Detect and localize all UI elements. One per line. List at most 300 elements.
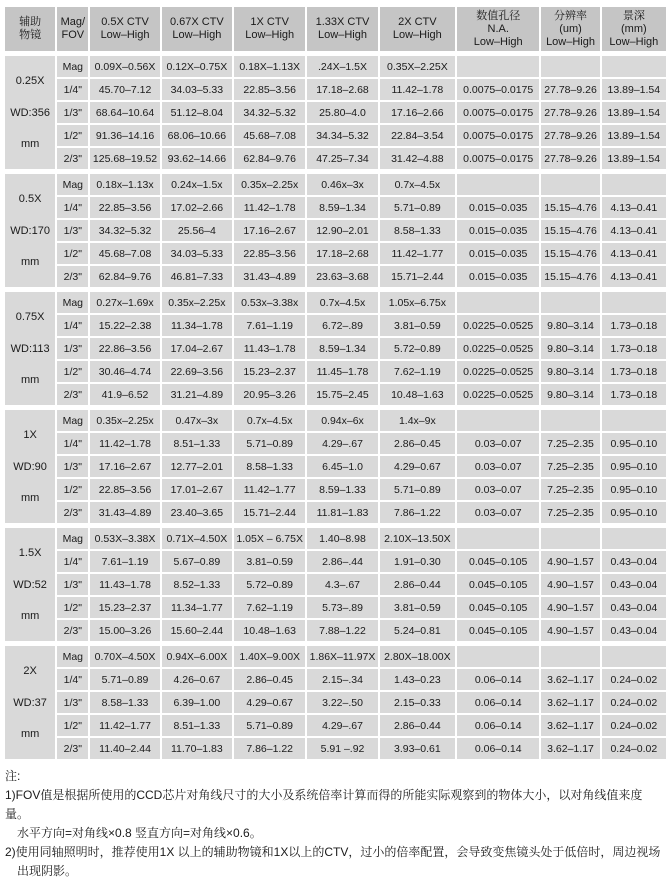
value-cell: 9.80–3.14 (541, 361, 599, 382)
value-cell (541, 56, 599, 77)
row-label: 1/4" (57, 433, 88, 454)
value-cell: 5.71–0.89 (380, 479, 455, 500)
objective-label-line: WD:170 (10, 224, 50, 237)
note-lines (5, 786, 666, 881)
objective-label (5, 646, 55, 759)
value-cell: 34.32–5.32 (90, 220, 159, 241)
value-cell: 4.29–.67 (307, 433, 377, 454)
value-cell: 0.18x–1.13x (90, 174, 159, 195)
value-cell: 1.40–8.98 (307, 528, 377, 549)
objective-label (5, 174, 55, 287)
value-cell: 25.80–4.0 (307, 102, 377, 123)
value-cell: 0.35X–2.25X (380, 56, 455, 77)
table-row (5, 174, 666, 195)
objective-label-line: mm (20, 137, 40, 150)
value-cell: 17.16–2.66 (380, 102, 455, 123)
value-cell: 23.40–3.65 (162, 502, 232, 523)
value-cell: 5.91 –.92 (307, 738, 377, 759)
value-cell: 0.06–0.14 (457, 738, 539, 759)
column-header-na (457, 7, 539, 51)
value-cell: 0.43–0.04 (602, 620, 666, 641)
value-cell: 13.89–1.54 (602, 102, 666, 123)
table-row (5, 410, 666, 431)
column-header-line: 物镜 (19, 29, 42, 41)
table-row (5, 433, 666, 454)
group-gap-cell (5, 171, 666, 172)
row-label: Mag (57, 174, 88, 195)
value-cell (457, 292, 539, 313)
column-header-line: 景深 (622, 9, 645, 22)
value-cell: 10.48–1.63 (380, 384, 455, 405)
row-label: 2/3" (57, 620, 88, 641)
column-header-line: FOV (61, 29, 85, 41)
row-label: 1/3" (57, 574, 88, 595)
value-cell: 15.23–2.37 (234, 361, 305, 382)
row-label: 1/2" (57, 243, 88, 264)
column-header-ctv-0-5x (90, 7, 159, 51)
value-cell: 5.72–0.89 (380, 338, 455, 359)
value-cell: 0.0075–0.0175 (457, 125, 539, 146)
value-cell: 0.045–0.105 (457, 620, 539, 641)
value-cell: 15.60–2.44 (162, 620, 232, 641)
column-header-line: 数值孔径 (476, 9, 521, 22)
column-header-resolution (541, 7, 599, 51)
value-cell: 22.85–3.56 (234, 243, 305, 264)
value-cell: 8.58–1.33 (234, 456, 305, 477)
column-header-ctv-1x (234, 7, 305, 51)
value-cell: 5.24–0.81 (380, 620, 455, 641)
value-cell: 7.86–1.22 (234, 738, 305, 759)
value-cell: 4.90–1.57 (541, 574, 599, 595)
value-cell: 2.86–0.45 (234, 669, 305, 690)
value-cell: 2.80X–18.00X (380, 646, 455, 667)
row-label: 1/4" (57, 315, 88, 336)
row-label: 1/4" (57, 669, 88, 690)
objective-label-line: mm (20, 727, 40, 740)
table-row (5, 479, 666, 500)
value-cell: 0.06–0.14 (457, 715, 539, 736)
table-row (5, 669, 666, 690)
objective-group-0.5X (5, 171, 666, 287)
column-header-line: Low–High (392, 29, 442, 41)
value-cell: 0.0225–0.0525 (457, 384, 539, 405)
objective-group-0.25X (5, 53, 666, 169)
value-cell: 41.9–6.52 (90, 384, 159, 405)
value-cell (602, 646, 666, 667)
column-header-line: 1X CTV (250, 16, 289, 28)
column-header-line: N.A. (487, 22, 509, 35)
value-cell: 0.045–0.105 (457, 574, 539, 595)
value-cell: 0.94x–6x (307, 410, 377, 431)
value-cell: 11.43–1.78 (234, 338, 305, 359)
value-cell: 8.51–1.33 (162, 715, 232, 736)
value-cell: 6.39–1.00 (162, 692, 232, 713)
value-cell: 15.23–2.37 (90, 597, 159, 618)
value-cell: 62.84–9.76 (90, 266, 159, 287)
column-header-ctv-2x (380, 7, 455, 51)
objective-group-0.75X (5, 289, 666, 405)
value-cell: 15.00–3.26 (90, 620, 159, 641)
value-cell: 11.34–1.78 (162, 315, 232, 336)
value-cell: 3.81–0.59 (380, 597, 455, 618)
objective-label-lines (5, 56, 55, 169)
objective-label-lines (5, 528, 55, 641)
group-gap (5, 407, 666, 408)
value-cell: 17.18–2.68 (307, 79, 377, 100)
value-cell: 0.71X–4.50X (162, 528, 232, 549)
value-cell: 0.43–0.04 (602, 597, 666, 618)
objective-label-line: mm (20, 609, 40, 622)
value-cell: 0.045–0.105 (457, 551, 539, 572)
value-cell: 3.22–.50 (307, 692, 377, 713)
row-label: Mag (57, 528, 88, 549)
row-label: 1/3" (57, 338, 88, 359)
value-cell: 0.7x–4.5x (380, 174, 455, 195)
value-cell: 4.26–0.67 (162, 669, 232, 690)
objective-label-line: 0.75X (15, 311, 45, 324)
objective-group-1.5X (5, 525, 666, 641)
value-cell: 12.77–2.01 (162, 456, 232, 477)
value-cell: 0.06–0.14 (457, 692, 539, 713)
row-label: 1/4" (57, 551, 88, 572)
note-line: 水平方向=对角线×0.8 竖直方向=对角线×0.6。 (17, 826, 262, 840)
value-cell: 11.43–1.78 (90, 574, 159, 595)
value-cell: 15.15–4.76 (541, 266, 599, 287)
row-label: Mag (57, 56, 88, 77)
row-label: 1/2" (57, 715, 88, 736)
value-cell: 34.03–5.33 (162, 79, 232, 100)
value-cell: 3.62–1.17 (541, 715, 599, 736)
row-label: 1/3" (57, 102, 88, 123)
table-row (5, 646, 666, 667)
value-cell: 0.015–0.035 (457, 266, 539, 287)
table-row (5, 574, 666, 595)
value-cell: 5.71–0.89 (90, 669, 159, 690)
value-cell: 4.13–0.41 (602, 220, 666, 241)
value-cell (602, 410, 666, 431)
value-cell (457, 174, 539, 195)
value-cell: 0.03–0.07 (457, 433, 539, 454)
value-cell: 34.03–5.33 (162, 243, 232, 264)
row-label: 2/3" (57, 148, 88, 169)
value-cell: 3.62–1.17 (541, 738, 599, 759)
row-label: 1/3" (57, 692, 88, 713)
objective-label (5, 410, 55, 523)
table-row (5, 292, 666, 313)
value-cell: 0.03–0.07 (457, 479, 539, 500)
value-cell: 0.015–0.035 (457, 197, 539, 218)
value-cell: 15.71–2.44 (234, 502, 305, 523)
value-cell: 22.85–3.56 (90, 197, 159, 218)
value-cell: 0.24–0.02 (602, 692, 666, 713)
table-row (5, 528, 666, 549)
value-cell: 7.62–1.19 (234, 597, 305, 618)
header-row (5, 7, 666, 51)
objective-label-line: 0.25X (15, 75, 45, 88)
row-label: 1/2" (57, 361, 88, 382)
objective-label-line: WD:90 (13, 460, 47, 473)
value-cell: 4.13–0.41 (602, 243, 666, 264)
value-cell: 7.25–2.35 (541, 456, 599, 477)
value-cell: 11.70–1.83 (162, 738, 232, 759)
row-label: 2/3" (57, 384, 88, 405)
value-cell: 0.0225–0.0525 (457, 315, 539, 336)
value-cell: 25.56–4 (162, 220, 232, 241)
table-row (5, 102, 666, 123)
value-cell: 3.81–0.59 (234, 551, 305, 572)
value-cell (602, 292, 666, 313)
value-cell: 1.86X–11.97X (307, 646, 377, 667)
value-cell (602, 174, 666, 195)
value-cell: 11.34–1.77 (162, 597, 232, 618)
value-cell: 9.80–3.14 (541, 384, 599, 405)
table-row (5, 125, 666, 146)
value-cell: 0.47x–3x (162, 410, 232, 431)
value-cell: 6.72–.89 (307, 315, 377, 336)
table-row (5, 551, 666, 572)
objective-label-lines (5, 646, 55, 759)
group-gap-cell (5, 407, 666, 408)
value-cell: 0.70X–4.50X (90, 646, 159, 667)
value-cell: 31.43–4.89 (234, 266, 305, 287)
column-header-line: Mag/ (60, 16, 86, 28)
value-cell: 11.81–1.83 (307, 502, 377, 523)
value-cell (457, 528, 539, 549)
value-cell: 17.02–2.66 (162, 197, 232, 218)
value-cell: 31.42–4.88 (380, 148, 455, 169)
objective-label-lines (5, 292, 55, 405)
objective-label-line: 2X (23, 665, 37, 678)
value-cell: 2.86–0.44 (380, 574, 455, 595)
value-cell: 8.59–1.34 (307, 338, 377, 359)
value-cell: 20.95–3.26 (234, 384, 305, 405)
value-cell: .24X–1.5X (307, 56, 377, 77)
value-cell: 5.71–0.89 (234, 433, 305, 454)
value-cell: 0.24x–1.5x (162, 174, 232, 195)
value-cell: 11.40–2.44 (90, 738, 159, 759)
value-cell: 34.32–5.32 (234, 102, 305, 123)
value-cell: 13.89–1.54 (602, 79, 666, 100)
objective-label-line: mm (20, 491, 40, 504)
value-cell: 1.73–0.18 (602, 338, 666, 359)
value-cell: 62.84–9.76 (234, 148, 305, 169)
value-cell: 10.48–1.63 (234, 620, 305, 641)
column-header-line: Low–High (318, 29, 367, 41)
value-cell: 17.16–2.67 (234, 220, 305, 241)
row-label: Mag (57, 410, 88, 431)
group-gap-cell (5, 53, 666, 54)
value-cell: 0.35x–2.25x (90, 410, 159, 431)
value-cell: 8.58–1.33 (90, 692, 159, 713)
note-line: 1)FOV值是根据所使用的CCD芯片对角线尺寸的大小及系统倍率计算而得的所能实际观察到的物体大小，以对角线值来度量。 (5, 788, 643, 821)
value-cell: 0.43–0.04 (602, 551, 666, 572)
value-cell: 13.89–1.54 (602, 148, 666, 169)
value-cell: 0.7x–4.5x (234, 410, 305, 431)
value-cell: 2.15–0.33 (380, 692, 455, 713)
value-cell: 7.86–1.22 (380, 502, 455, 523)
value-cell: 3.93–0.61 (380, 738, 455, 759)
value-cell (541, 410, 599, 431)
value-cell: 5.71–0.89 (234, 715, 305, 736)
table-row (5, 315, 666, 336)
value-cell: 11.45–1.78 (307, 361, 377, 382)
table-row (5, 597, 666, 618)
column-header-line: Low–High (100, 29, 150, 41)
value-cell: 22.69–3.56 (162, 361, 232, 382)
value-cell: 4.29–.67 (307, 715, 377, 736)
table-row (5, 692, 666, 713)
value-cell: 2.86–0.45 (380, 433, 455, 454)
value-cell (541, 528, 599, 549)
value-cell: 0.18X–1.13X (234, 56, 305, 77)
objective-label-line: WD:356 (10, 106, 50, 119)
objective-label-line: WD:37 (13, 696, 47, 709)
table-header (5, 7, 666, 51)
value-cell: 68.64–10.64 (90, 102, 159, 123)
group-gap (5, 643, 666, 644)
value-cell: 3.62–1.17 (541, 669, 599, 690)
row-label: 1/4" (57, 197, 88, 218)
value-cell: 7.62–1.19 (380, 361, 455, 382)
value-cell: 15.71–2.44 (380, 266, 455, 287)
value-cell: 7.61–1.19 (90, 551, 159, 572)
table-row (5, 738, 666, 759)
value-cell: 27.78–9.26 (541, 102, 599, 123)
value-cell: 0.53x–3.38x (234, 292, 305, 313)
value-cell: 2.86–.44 (307, 551, 377, 572)
value-cell: 1.05X – 6.75X (234, 528, 305, 549)
value-cell: 4.13–0.41 (602, 266, 666, 287)
group-gap-cell (5, 643, 666, 644)
value-cell: 27.78–9.26 (541, 148, 599, 169)
value-cell: 11.42–1.77 (90, 715, 159, 736)
value-cell: 4.90–1.57 (541, 551, 599, 572)
value-cell: 0.0075–0.0175 (457, 148, 539, 169)
value-cell: 34.34–5.32 (307, 125, 377, 146)
column-header-line: 0.5X CTV (101, 16, 149, 28)
value-cell: 1.40X–9.00X (234, 646, 305, 667)
column-header-line: Low–High (245, 29, 295, 41)
value-cell: 1.43–0.23 (380, 669, 455, 690)
row-label: 1/2" (57, 125, 88, 146)
value-cell: 15.22–2.38 (90, 315, 159, 336)
row-label: Mag (57, 646, 88, 667)
value-cell: 45.68–7.08 (234, 125, 305, 146)
column-header-line: Low–High (473, 35, 523, 48)
column-header-line: (um) (559, 22, 582, 35)
value-cell: 4.90–1.57 (541, 620, 599, 641)
value-cell: 17.01–2.67 (162, 479, 232, 500)
column-header-line: 2X CTV (398, 16, 437, 28)
value-cell: 0.03–0.07 (457, 502, 539, 523)
value-cell: 8.58–1.33 (380, 220, 455, 241)
table-row (5, 384, 666, 405)
value-cell: 2.15–.34 (307, 669, 377, 690)
value-cell: 0.43–0.04 (602, 574, 666, 595)
value-cell: 15.15–4.76 (541, 220, 599, 241)
value-cell: 1.73–0.18 (602, 384, 666, 405)
value-cell: 0.0225–0.0525 (457, 338, 539, 359)
table-row (5, 243, 666, 264)
table-row (5, 148, 666, 169)
value-cell: 0.015–0.035 (457, 220, 539, 241)
value-cell: 91.36–14.16 (90, 125, 159, 146)
value-cell: 22.85–3.56 (90, 479, 159, 500)
column-header-line: (mm) (621, 22, 647, 35)
value-cell: 0.24–0.02 (602, 715, 666, 736)
table-row (5, 197, 666, 218)
value-cell: 93.62–14.66 (162, 148, 232, 169)
value-cell: 15.75–2.45 (307, 384, 377, 405)
value-cell: 0.09X–0.56X (90, 56, 159, 77)
value-cell: 31.21–4.89 (162, 384, 232, 405)
value-cell: 11.42–1.77 (380, 243, 455, 264)
value-cell: 15.15–4.76 (541, 243, 599, 264)
table-row (5, 502, 666, 523)
group-gap (5, 171, 666, 172)
notes-title: 注: (5, 769, 21, 783)
value-cell: 68.06–10.66 (162, 125, 232, 146)
column-header-line: 1.33X CTV (315, 16, 370, 28)
objective-label-line: WD:113 (10, 342, 50, 355)
value-cell (541, 174, 599, 195)
notes-section (3, 767, 668, 881)
value-cell: 17.18–2.68 (307, 243, 377, 264)
note-line: 出现阴影。 (17, 864, 78, 878)
value-cell: 22.85–3.56 (234, 79, 305, 100)
group-gap (5, 289, 666, 290)
value-cell: 0.94X–6.00X (162, 646, 232, 667)
value-cell: 27.78–9.26 (541, 79, 599, 100)
value-cell (602, 528, 666, 549)
table-row (5, 361, 666, 382)
value-cell: 7.61–1.19 (234, 315, 305, 336)
column-header-line: Low–High (172, 29, 222, 41)
row-label: 1/2" (57, 479, 88, 500)
row-label: 1/3" (57, 220, 88, 241)
value-cell: 0.95–0.10 (602, 479, 666, 500)
value-cell: 22.86–3.56 (90, 338, 159, 359)
value-cell: 0.24–0.02 (602, 669, 666, 690)
objective-label (5, 56, 55, 169)
value-cell: 8.51–1.33 (162, 433, 232, 454)
table-row (5, 456, 666, 477)
value-cell: 1.73–0.18 (602, 315, 666, 336)
value-cell (541, 292, 599, 313)
objective-label (5, 292, 55, 405)
objective-label-lines (5, 410, 55, 523)
table-row (5, 266, 666, 287)
value-cell: 7.88–1.22 (307, 620, 377, 641)
value-cell: 7.25–2.35 (541, 433, 599, 454)
value-cell: 30.46–4.74 (90, 361, 159, 382)
value-cell: 9.80–3.14 (541, 315, 599, 336)
column-header-ctv-1-33x (307, 7, 377, 51)
value-cell: 1.91–0.30 (380, 551, 455, 572)
column-header-line: Low–High (609, 35, 659, 48)
table-row (5, 56, 666, 77)
value-cell: 6.45–1.0 (307, 456, 377, 477)
objective-label (5, 528, 55, 641)
value-cell: 11.42–1.77 (234, 479, 305, 500)
spec-table (3, 5, 668, 761)
value-cell: 46.81–7.33 (162, 266, 232, 287)
value-cell: 5.73–.89 (307, 597, 377, 618)
column-header-dof (602, 7, 666, 51)
value-cell: 0.7x–4.5x (307, 292, 377, 313)
value-cell: 1.73–0.18 (602, 361, 666, 382)
column-header-mag-fov (57, 7, 88, 51)
